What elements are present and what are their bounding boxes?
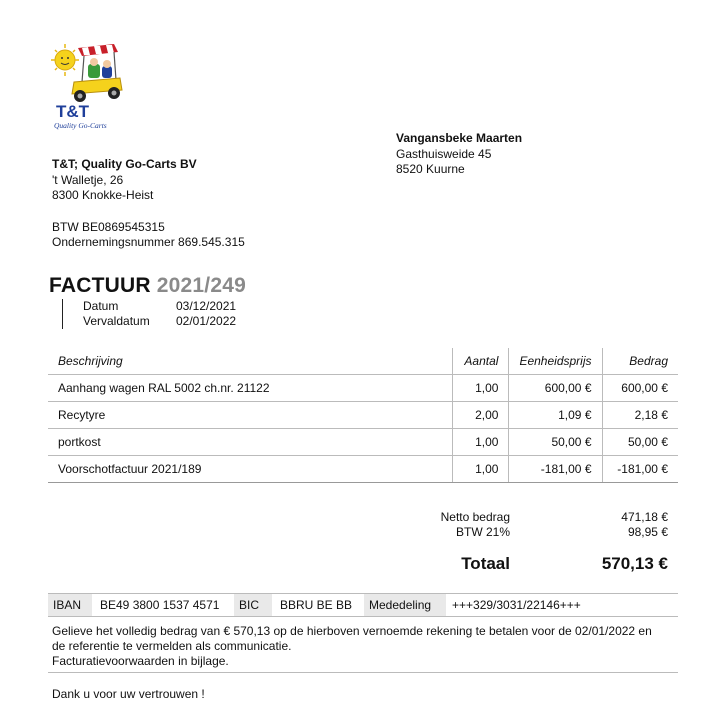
invoice-dates — [62, 299, 236, 329]
header-unit-price: Eenheidsprijs — [509, 348, 602, 374]
go-cart-logo-icon — [48, 38, 124, 130]
seller-company-number: Ondernemingsnummer 869.545.315 — [52, 235, 245, 249]
row-description: Recytyre — [48, 401, 453, 428]
reference-value: +++329/3031/22146+++ — [452, 598, 581, 612]
row-amount: 2,18 € — [602, 401, 678, 428]
invoice-title — [49, 274, 246, 298]
row-amount: 600,00 € — [602, 374, 678, 401]
net-label: Netto bedrag — [440, 510, 510, 524]
row-unit-price: -181,00 € — [509, 455, 602, 482]
payment-details-bar — [48, 593, 678, 617]
logo-tagline: Quality Go-Carts — [54, 121, 107, 130]
invoice-due-label: Vervaldatum — [83, 314, 150, 328]
row-qty: 1,00 — [453, 455, 509, 482]
payment-notes — [52, 624, 678, 669]
seller-name: T&T; Quality Go-Carts BV — [52, 157, 197, 171]
logo-brand-text: T&T — [56, 102, 90, 121]
table-row — [48, 455, 678, 482]
header-qty: Aantal — [453, 348, 509, 374]
header-description: Beschrijving — [48, 348, 453, 374]
note-line: Gelieve het volledig bedrag van € 570,13 op de hierboven vernoemde rekening te betalen voor de 02/01/2022 en — [52, 624, 652, 638]
row-qty: 2,00 — [453, 401, 509, 428]
thanks-message: Dank u voor uw vertrouwen ! — [52, 687, 205, 701]
row-unit-price: 600,00 € — [509, 374, 602, 401]
header-amount: Bedrag — [602, 348, 678, 374]
seller-address-block — [52, 157, 245, 251]
iban-value: BE49 3800 1537 4571 — [100, 598, 220, 612]
invoice-due-date: 02/01/2022 — [176, 314, 237, 328]
row-unit-price: 1,09 € — [509, 401, 602, 428]
note-line: de referentie te vermelden als communicatie. — [52, 639, 292, 653]
table-row — [48, 374, 678, 401]
buyer-street: Gasthuisweide 45 — [396, 146, 492, 161]
table-header-row — [48, 348, 678, 374]
row-unit-price: 50,00 € — [509, 428, 602, 455]
note-line: Facturatievoorwaarden in bijlage. — [52, 654, 229, 668]
bic-value: BBRU BE BB — [280, 598, 353, 612]
table-row — [48, 428, 678, 455]
invoice-items-table — [48, 348, 678, 483]
total-value: 570,13 € — [601, 554, 668, 573]
row-qty: 1,00 — [453, 428, 509, 455]
vat-value: 98,95 € — [627, 525, 668, 539]
row-description: Voorschotfactuur 2021/189 — [48, 455, 453, 482]
row-description: portkost — [48, 428, 453, 455]
vat-label: BTW 21% — [455, 525, 510, 539]
total-label: Totaal — [461, 554, 510, 573]
company-logo — [48, 38, 124, 130]
buyer-address-block — [396, 131, 522, 178]
invoice-date-label: Datum — [83, 299, 119, 313]
bic-label: BIC — [234, 594, 272, 616]
seller-city: 8300 Knokke-Heist — [52, 188, 154, 202]
reference-label: Mededeling — [364, 594, 446, 616]
row-amount: -181,00 € — [602, 455, 678, 482]
seller-vat: BTW BE0869545315 — [52, 219, 165, 234]
row-amount: 50,00 € — [602, 428, 678, 455]
invoice-number: 2021/249 — [156, 274, 246, 297]
invoice-date: 03/12/2021 — [176, 299, 237, 313]
buyer-city: 8520 Kuurne — [396, 162, 465, 176]
iban-label: IBAN — [48, 594, 92, 616]
buyer-name: Vangansbeke Maarten — [396, 131, 523, 145]
seller-street: 't Walletje, 26 — [52, 172, 124, 187]
net-value: 471,18 € — [621, 510, 668, 524]
notes-divider — [48, 672, 678, 673]
table-row — [48, 401, 678, 428]
row-qty: 1,00 — [453, 374, 509, 401]
invoice-title-label: FACTUUR — [49, 274, 151, 297]
row-description: Aanhang wagen RAL 5002 ch.nr. 21122 — [48, 374, 453, 401]
